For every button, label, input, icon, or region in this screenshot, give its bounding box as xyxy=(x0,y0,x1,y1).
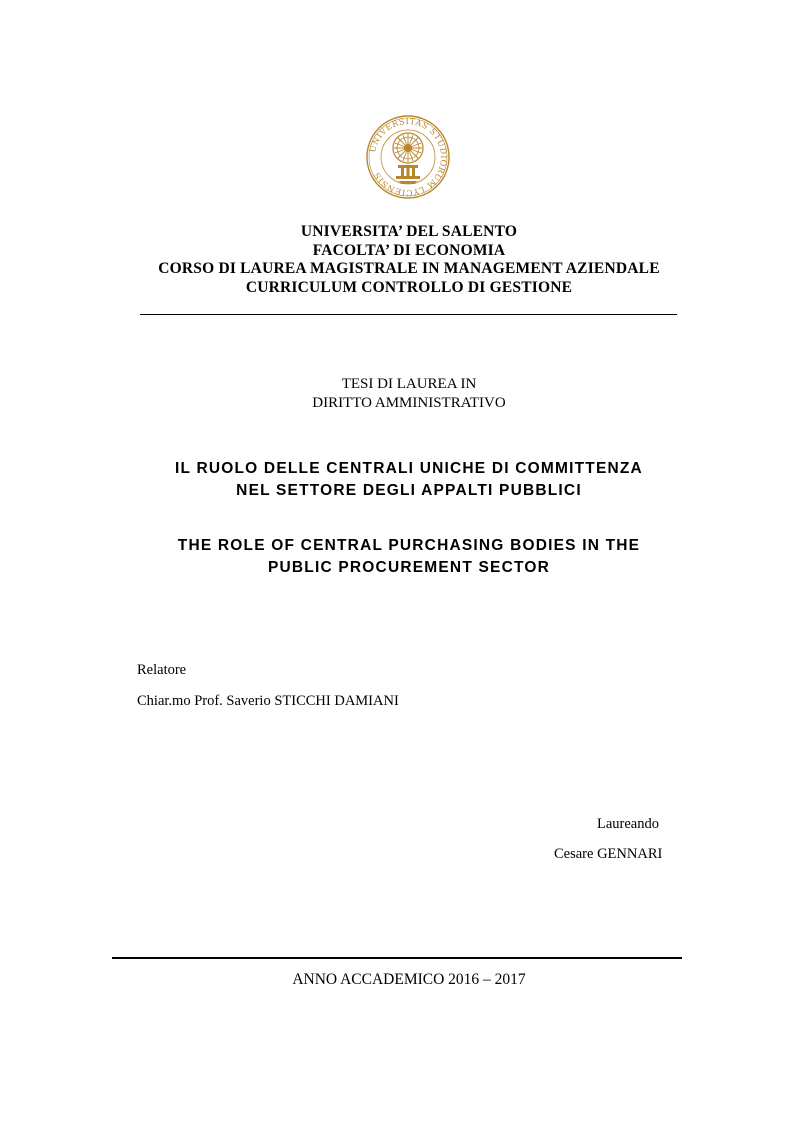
thesis-title-english xyxy=(0,535,794,579)
title-it-line-1: IL RUOLO DELLE CENTRALI UNICHE DI COMMITTENZA xyxy=(175,460,643,477)
footer-divider xyxy=(112,957,682,959)
candidate-name: Cesare GENNARI xyxy=(554,846,663,862)
thesis-type-line-2: DIRITTO AMMINISTRATIVO xyxy=(312,395,506,411)
supervisor-name: Chiar.mo Prof. Saverio STICCHI DAMIANI xyxy=(137,693,399,709)
thesis-type xyxy=(0,375,794,413)
header-divider xyxy=(140,314,677,315)
university-name: UNIVERSITA’ DEL SALENTO xyxy=(300,223,518,240)
supervisor-label: Relatore xyxy=(137,662,187,678)
candidate-label: Laureando xyxy=(597,816,659,832)
svg-text:UNIVERSITAS STUDIORUM LYCIENSI: UNIVERSITAS STUDIORUM LYCIENSIS xyxy=(367,115,450,199)
institution-header xyxy=(0,223,794,297)
curriculum: CURRICULUM CONTROLLO DI GESTIONE xyxy=(245,278,573,296)
thesis-title-italian xyxy=(0,458,794,502)
degree-course: CORSO DI LAUREA MAGISTRALE IN MANAGEMENT AZIENDALE xyxy=(158,260,660,277)
title-en-line-1: THE ROLE OF CENTRAL PURCHASING BODIES IN THE xyxy=(177,537,641,554)
faculty-name: FACOLTA’ DI ECONOMIA xyxy=(312,241,506,259)
university-seal-logo xyxy=(363,114,453,200)
academic-year: ANNO ACCADEMICO 2016 – 2017 xyxy=(292,971,526,988)
title-en-line-2: PUBLIC PROCUREMENT SECTOR xyxy=(267,559,551,576)
thesis-type-line-1: TESI DI LAUREA IN xyxy=(341,376,477,392)
title-it-line-2: NEL SETTORE DEGLI APPALTI PUBBLICI xyxy=(236,482,582,499)
